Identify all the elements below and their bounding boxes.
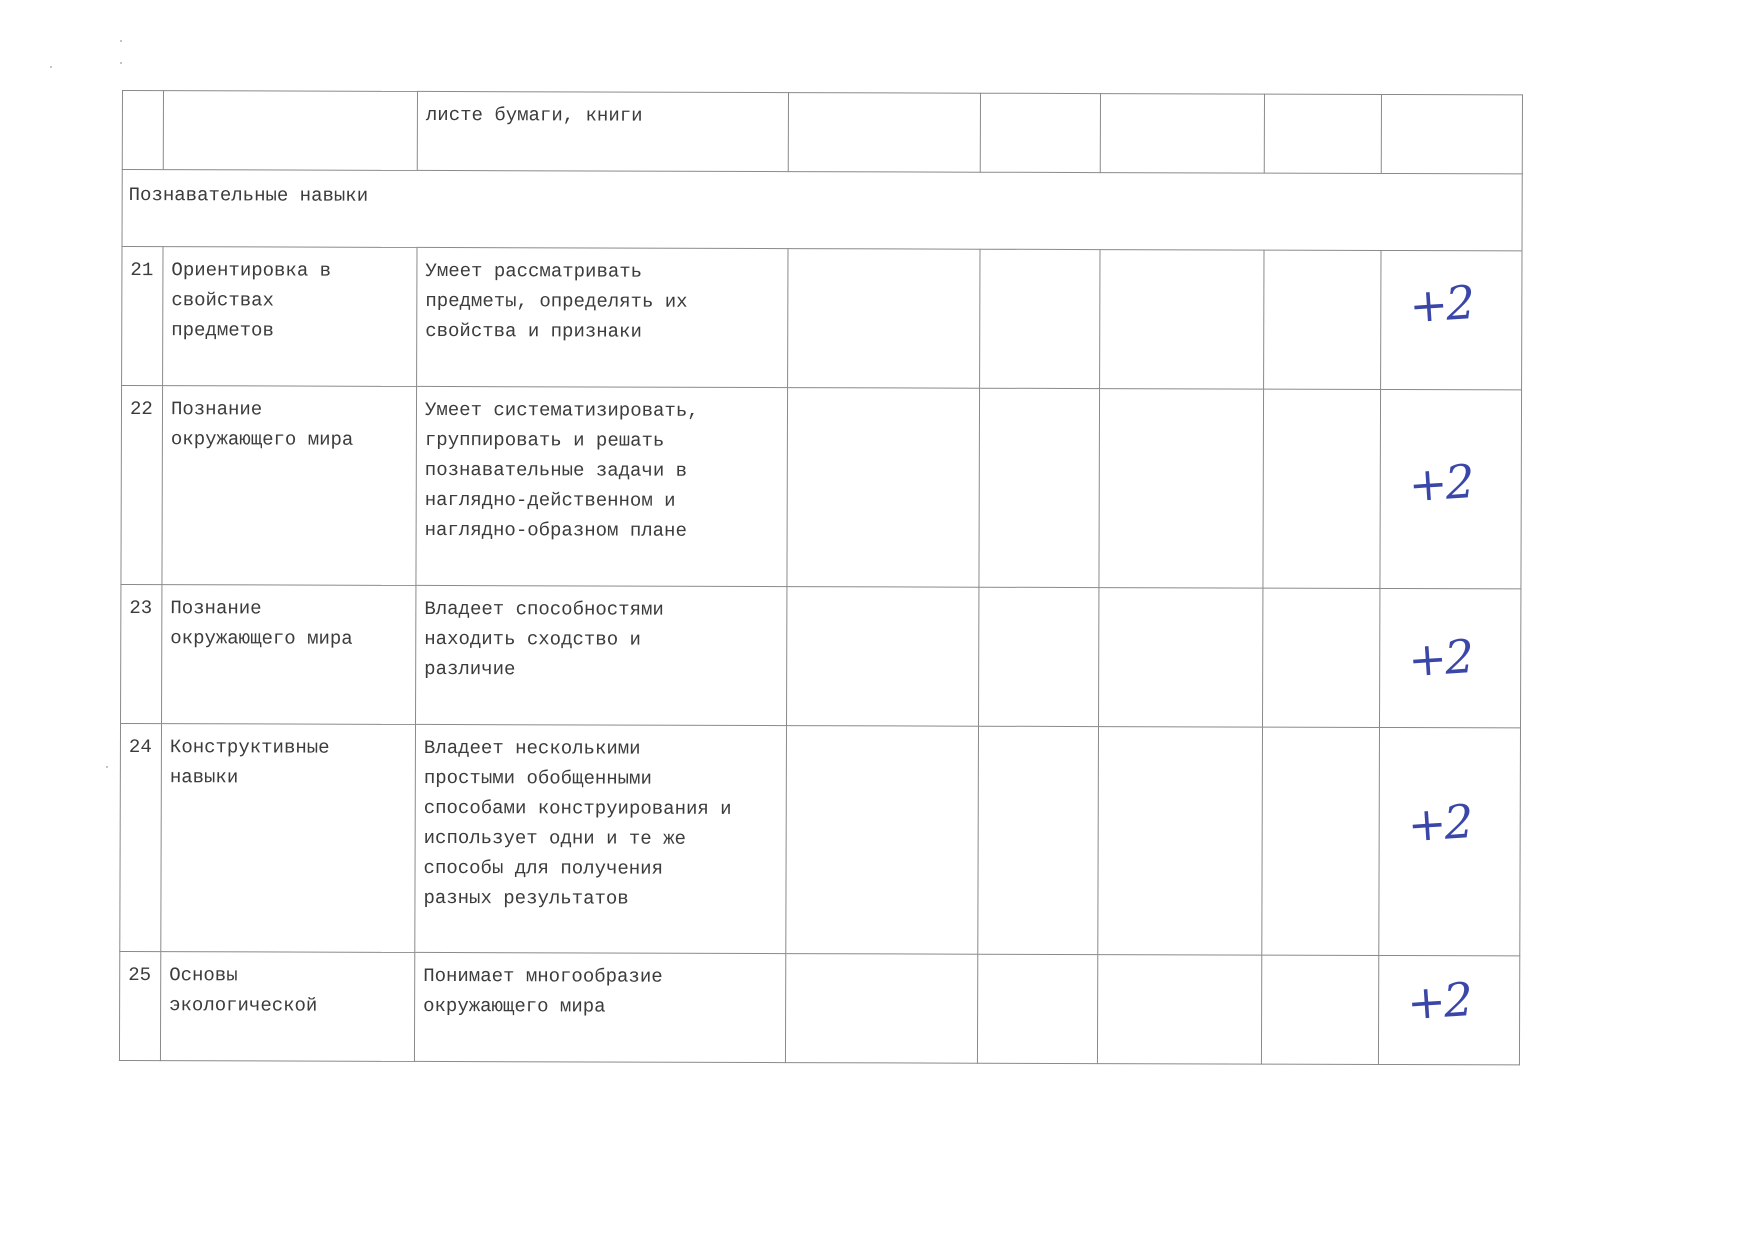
empty-cell xyxy=(1264,94,1381,173)
row-number-cell xyxy=(122,91,163,170)
empty-cell xyxy=(1264,250,1381,389)
mark-cell xyxy=(1381,94,1522,173)
section-row xyxy=(122,170,1522,251)
empty-cell xyxy=(1100,250,1264,390)
mark-cell xyxy=(1379,727,1521,955)
skill-name-cell: Конструктивные навыки xyxy=(161,724,416,953)
empty-cell xyxy=(1263,389,1381,588)
empty-cell xyxy=(1263,588,1380,727)
skill-description-cell: Умеет систематизировать, группировать и решать познавательные задачи в наглядно-действенном и наглядно-образном плане xyxy=(416,386,788,586)
scan-speck xyxy=(106,766,108,768)
empty-cell xyxy=(1099,389,1264,589)
row-number-cell: 23 xyxy=(121,584,162,723)
empty-cell xyxy=(788,93,980,173)
section-title: Познавательные навыки xyxy=(128,184,369,207)
empty-cell xyxy=(979,388,1100,587)
skill-name-cell: Познание окружающего мира xyxy=(162,585,416,725)
empty-cell xyxy=(978,726,1099,954)
skill-description-cell: листе бумаги, книги xyxy=(417,91,788,171)
scan-speck xyxy=(50,66,52,68)
empty-cell xyxy=(977,954,1097,1063)
empty-cell xyxy=(1262,727,1380,955)
handwritten-mark: +2 xyxy=(1407,454,1475,513)
skill-name-cell: Ориентировка в свойствах предметов xyxy=(163,247,417,387)
scan-speck xyxy=(120,62,122,64)
empty-cell xyxy=(1100,94,1264,174)
skill-description-cell: Понимает многообразие окружающего мира xyxy=(414,952,785,1062)
empty-cell xyxy=(787,388,980,588)
skill-description-cell: Владеет способностями находить сходство и различие xyxy=(416,585,787,725)
skill-name-cell: Познание окружающего мира xyxy=(162,386,417,586)
skill-description-cell: Владеет несколькими простыми обобщенными способами конструирования и использует одни и те же способы для получения разных результатов xyxy=(415,724,787,953)
skill-name-cell xyxy=(163,91,417,171)
row-number-cell: 24 xyxy=(120,723,162,951)
mark-cell xyxy=(1381,250,1522,389)
handwritten-mark: +2 xyxy=(1407,275,1475,334)
mark-cell xyxy=(1380,389,1522,588)
row-number-cell: 21 xyxy=(122,247,163,386)
skills-table xyxy=(119,90,1523,1065)
handwritten-mark: +2 xyxy=(1405,972,1473,1031)
empty-cell xyxy=(979,587,1099,726)
empty-cell xyxy=(1098,727,1263,956)
scan-speck xyxy=(120,40,122,42)
mark-cell xyxy=(1380,588,1521,727)
table-row xyxy=(122,247,1522,390)
empty-cell xyxy=(786,726,979,955)
table-row xyxy=(119,951,1519,1064)
empty-cell xyxy=(785,954,977,1064)
empty-cell xyxy=(980,249,1100,388)
section-title-cell xyxy=(122,170,1522,251)
table-row xyxy=(120,723,1521,955)
handwritten-mark: +2 xyxy=(1405,794,1474,853)
row-number-cell: 22 xyxy=(121,386,163,585)
row-number-cell: 25 xyxy=(119,951,160,1060)
empty-cell xyxy=(787,587,979,727)
empty-cell xyxy=(1099,588,1263,728)
empty-cell xyxy=(980,93,1100,172)
table-row xyxy=(121,386,1522,589)
mark-cell xyxy=(1378,955,1519,1064)
table-row xyxy=(122,91,1522,174)
skill-description-cell: Умеет рассматривать предметы, определять их свойства и признаки xyxy=(417,247,788,387)
empty-cell xyxy=(1261,955,1378,1064)
handwritten-mark: +2 xyxy=(1406,629,1474,688)
table-row xyxy=(121,584,1521,727)
skill-name-cell: Основы экологической xyxy=(160,952,414,1062)
empty-cell xyxy=(1097,955,1261,1065)
empty-cell xyxy=(788,249,980,389)
